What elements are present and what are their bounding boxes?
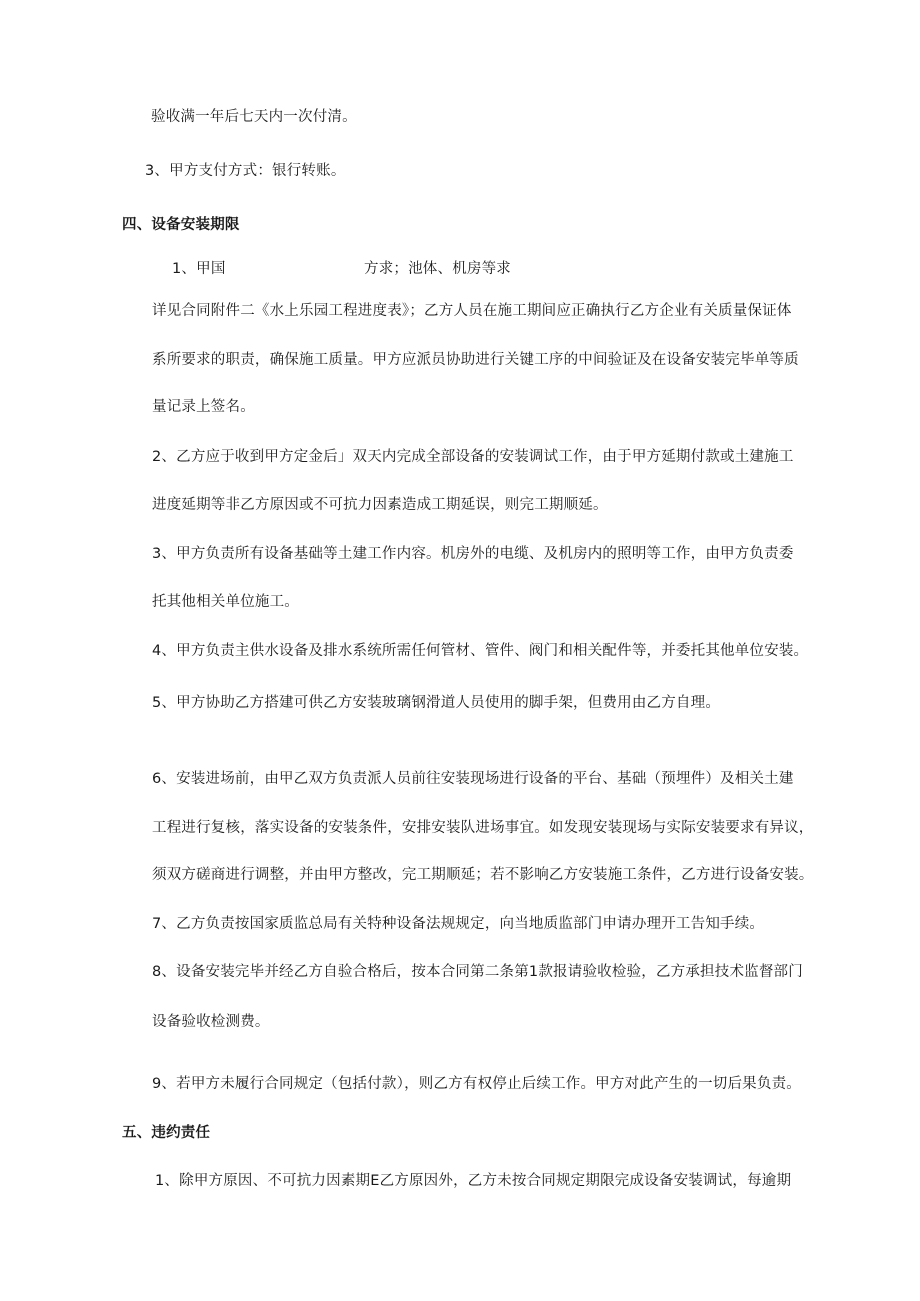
text-line: 3、甲方支付方式：银行转账。 (145, 163, 346, 179)
text-line: 5、甲方协助乙方搭建可供乙方安装玻璃钢滑道人员使用的脚手架，但费用由乙方自理。 (152, 695, 721, 711)
text-line: 工程进行复核，落实设备的安装条件，安排安装队进场事宜。如发现安装现场与实际安装要求有异议， (152, 820, 814, 836)
text-line: 须双方磋商进行调整，并由甲方整改，完工期顺延；若不影响乙方安装施工条件，乙方进行设备安装。 (152, 867, 814, 883)
text-line: 量记录上签名。 (152, 399, 255, 415)
text-line: 8、设备安装完毕并经乙方自验合格后，按本合同第二条第1款报请验收检验，乙方承担技术监督部门 (152, 964, 803, 980)
text-line (172, 259, 226, 279)
text-line: 托其他相关单位施工。 (152, 594, 299, 610)
text-fragment: 方求；池体、机房等求 (364, 261, 511, 277)
text-line: 详见合同附件二《水上乐园工程进度表》；乙方人员在施工期间应正确执行乙方企业有关质量保证体 (152, 303, 792, 319)
text-line: 9、若甲方未履行合同规定（包括付款），则乙方有权停止后续工作。甲方对此产生的一切后果负责。 (152, 1076, 801, 1092)
text-line: 验收满一年后七天内一次付清。 (151, 109, 357, 125)
text-line (364, 259, 511, 279)
text-line: 进度延期等非乙方原因或不可抗力因素造成工期延误，则完工期顺延。 (152, 497, 608, 513)
text-line: 2、乙方应于收到甲方定金后」双天内完成全部设备的安装调试工作，由于甲方延期付款或土建施工 (152, 449, 794, 465)
text-line: 1、除甲方原因、不可抗力因素期E乙方原因外，乙方未按合同规定期限完成设备安装调试，每逾期 (155, 1173, 792, 1189)
text-line: 6、安装进场前，由甲乙双方负责派人员前往安装现场进行设备的平台、基础（预埋件）及相关土建 (152, 771, 794, 787)
section-heading: 五、违约责任 (122, 1125, 211, 1141)
section-heading: 四、设备安装期限 (122, 217, 240, 233)
text-line: 系所要求的职责，确保施工质量。甲方应派员协助进行关键工序的中间验证及在设备安装完毕单等质 (152, 352, 799, 368)
text-line: 4、甲方负责主供水设备及排水系统所需任何管材、管件、阀门和相关配件等，并委托其他单位安装。 (152, 643, 809, 659)
text-line: 7、乙方负责按国家质监总局有关特种设备法规规定，向当地质监部门申请办理开工告知手续。 (152, 916, 765, 932)
text-line: 设备验收检测费。 (152, 1014, 270, 1030)
text-line: 3、甲方负责所有设备基础等土建工作内容。机房外的电缆、及机房内的照明等工作，由甲方负责委 (152, 546, 794, 562)
text-fragment: 1、甲国 (172, 261, 226, 277)
